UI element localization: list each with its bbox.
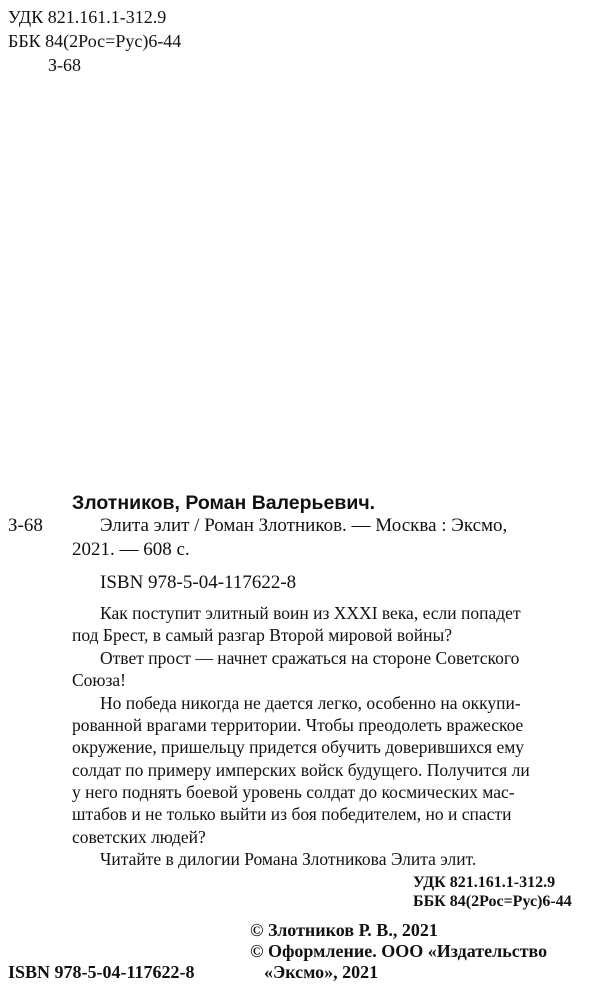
header-author-code: З-68 <box>48 55 82 75</box>
annotation-line: Ответ прост — начнет сражаться на стороне Советского <box>100 648 520 668</box>
annotation-line: Союза! <box>72 670 127 690</box>
annotation-line: Читайте в дилогии Романа Злотникова Элита элит. <box>100 849 477 869</box>
index-udk: УДК 821.161.1-312.9 <box>413 874 556 891</box>
annotation-line: у него поднять боевой уровень солдат до космических мас- <box>72 782 515 802</box>
copyright-publisher: «Эксмо», 2021 <box>264 962 379 982</box>
copyright-design: © Оформление. ООО «Издательство <box>250 941 548 961</box>
copyright-author: © Злотников Р. В., 2021 <box>250 920 438 940</box>
annotation-line: штабов и не только выйти из боя победителем, но и спасти <box>72 804 512 824</box>
annotation-line: солдат по примеру имперских войск будущего. Получится ли <box>72 760 530 780</box>
annotation-line: советских людей? <box>72 827 206 847</box>
footer-isbn: ISBN 978-5-04-117622-8 <box>8 962 195 982</box>
annotation-line: рованной врагами территории. Чтобы преодолеть вражеское <box>72 715 524 735</box>
book-title-line-1: Элита элит / Роман Злотников. — Москва : Эксмо, <box>100 515 508 536</box>
annotation-line: Но победа никогда не дается легко, особенно на оккупи- <box>100 693 521 713</box>
annotation-line: окружение, пришельцу придется обучить доверившихся ему <box>72 737 525 757</box>
header-udk: УДК 821.161.1-312.9 <box>8 7 167 27</box>
author-name: Злотников, Роман Валерьевич. <box>72 492 376 514</box>
book-title-line-2: 2021. — 608 с. <box>72 539 190 560</box>
card-isbn: ISBN 978-5-04-117622-8 <box>100 572 297 593</box>
index-bbk: ББК 84(2Рос=Рус)6-44 <box>413 893 572 910</box>
card-author-code: З-68 <box>8 515 43 536</box>
annotation-line: под Брест, в самый разгар Второй мировой войны? <box>72 625 453 645</box>
annotation-line: Как поступит элитный воин из XXXI века, если попадет <box>100 603 521 623</box>
header-bbk: ББК 84(2Рос=Рус)6-44 <box>8 31 182 51</box>
